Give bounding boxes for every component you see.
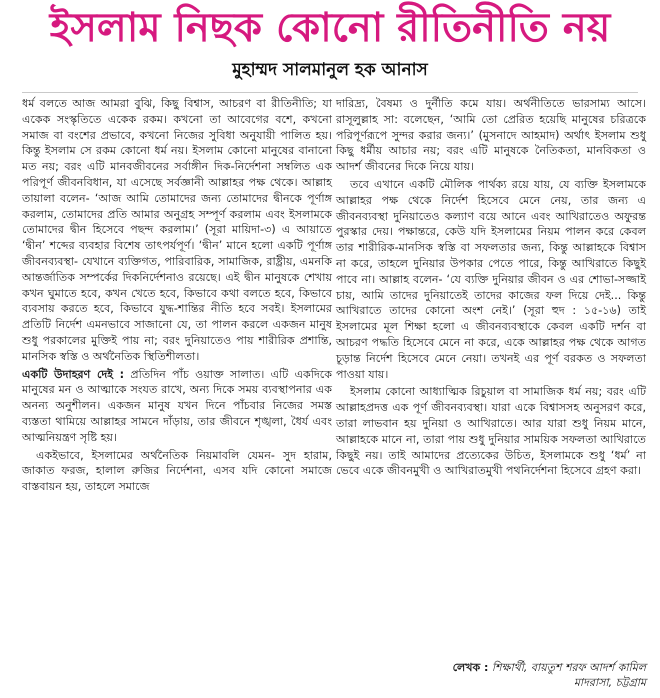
article-headline: ইসলাম নিছক কোনো রীতিনীতি নয় [49, 5, 611, 51]
example-label: একটি উদাহরণ দেই : [22, 367, 125, 381]
credit-line-1: শিক্ষার্থী, বায়তুশ শরফ আদর্শ কামিল [491, 661, 646, 674]
author-credit [336, 660, 646, 690]
paragraph: দারিদ্র্য, বৈষম্য ও দুর্নীতি কমে যায়। অর্থনীতিতে ভারসাম্য আসে। রাসূলুল্লাহ সা: বলেছেন, ‘আমি তো প্রেরিত হয়েছি মানুষের চরিত্রকে পরিপূর্ণরূপে সুন্দর করার জন্য।’ (মুসনাদে আহমাদ) অর্থাৎ ইসলাম শুধু কিছু ধর্মীয় আচার নয়; বরং এটি মানুষকে নৈতিকতা, মানবিকতা ও আদর্শ জীবনের দিকে নিয়ে যায়। [336, 97, 646, 174]
credit-line-2: মাদরাসা, চট্টগ্রাম [573, 676, 646, 689]
author-byline: মুহাম্মদ সালমানুল হক আনাস [232, 60, 428, 80]
paragraph: ইসলাম কোনো আধ্যাত্মিক রিচুয়াল বা সামাজিক ধর্ম নয়; বরং এটি আল্লাহপ্রদত্ত এক পূর্ণ জীবনব্যবস্থা। যারা একে বিশ্বাসসহ অনুসরণ করে, তারা লাভবান হয় দুনিয়া ও আখিরাতে। আর যারা শুধু নিয়ম মানে, আল্লাহকে মানে না, তারা পায় শুধু দুনিয়ার সাময়িক সফলতা আখিরাতে কিছুই নয়। তাই আমাদের প্রত্যেকের উচিত, ইসলামকে শুধু ‘ধর্ম’ না ভেবে একে জীবনমুখী ও আখিরাতমুখী পথনির্দেশনা হিসেবে গ্রহণ করা। [336, 385, 646, 478]
article-column-left [22, 96, 332, 497]
article-column-right [336, 96, 646, 481]
paragraph-example [22, 367, 332, 446]
paragraph: তবে এখানে একটি মৌলিক পার্থক্য রয়ে যায়, যে ব্যক্তি ইসলামকে আল্লাহর পক্ষ থেকে নির্দেশ হিসেবে মেনে নেয়, তার জন্য এ জীবনব্যবস্থা দুনিয়াতেও কল্যাণ বয়ে আনে এবং আখিরাতেও অফুরন্ত পুরস্কার দেয়। পক্ষান্তরে, কেউ যদি ইসলামের নিয়ম পালন করে কেবল তার শারীরিক-মানসিক স্বস্তি বা সফলতার জন্য, কিন্তু আল্লাহকে বিশ্বাস না করে, তাহলে দুনিয়ার উপকার পেতে পারে, কিন্তু আখিরাতে কিছুই পাবে না। আল্লাহ বলেন- ‘যে ব্যক্তি দুনিয়ার জীবন ও এর শোভা-সজ্জাই চায়, আমি তাদের দুনিয়াতেই তাদের কাজের ফল দিয়ে দেই... কিন্তু আখিরাতে তাদের কোনো অংশ নেই।’ (সূরা হুদ : ১৫-১৬) তাই ইসলামের মূল শিক্ষা হলো এ জীবনব্যবস্থাকে কেবল একটি দর্শন বা আচরণ পদ্ধতি হিসেবে মেনে না করে, একে আল্লাহর পক্ষ থেকে আগত চূড়ান্ত নির্দেশ হিসেবে মেনে নেয়া। তখনই এর পূর্ণ বরকত ও সফলতা পাওয়া যায়। [336, 177, 646, 381]
header-divider [22, 92, 638, 93]
paragraph: একইভাবে, ইসলামের অর্থনৈতিক নিয়মাবলি যেমন- সুদ হারাম, জাকাত ফরজ, হালাল রুজির নির্দেশনা, এসব যদি কোনো সমাজে বাস্তবায়ন হয়, তাহলে সমাজে [22, 448, 332, 494]
paragraph: ধর্ম বলতে আজ আমরা বুঝি, কিছু বিশ্বাস, আচরণ বা রীতিনীতি; যা একেক সংস্কৃতিতে একেক রকম। কখনো তা আবেগের বশে, কখনো সমাজ বা বংশের প্রভাবে, কখনো নিজের সুবিধা অনুযায়ী পালিত হয়। কিন্তু ইসলাম সে রকম কোনো ধর্ম নয়। ইসলাম কোনো মানুষের বানানো মত নয়; বরং এটি মানবজীবনের সর্বাঙ্গীন দিক-নির্দেশনা সম্বলিত এক পরিপূর্ণ জীবনবিধান, যা এসেছে সর্বজ্ঞানী আল্লাহর পক্ষ থেকে। আল্লাহ তায়ালা বলেন- ‘আজ আমি তোমাদের জন্য তোমাদের দ্বীনকে পূর্ণাঙ্গ করলাম, তোমাদের প্রতি আমার অনুগ্রহ সম্পূর্ণ করলাম এবং ইসলামকে তোমাদের দ্বীন হিসেবে পছন্দ করলাম।’ (সূরা মায়িদা-৩) এ আয়াতে ‘দ্বীন’ শব্দের ব্যবহার বিশেষ তাৎপর্যপূর্ণ। ‘দ্বীন’ মানে হলো একটি পূর্ণাঙ্গ জীবনব্যবস্থা- যেখানে ব্যক্তিগত, পারিবারিক, সামাজিক, রাষ্ট্রীয়, এমনকি আন্তর্জাতিক সম্পর্কের দিকনির্দেশনাও রয়েছে। এই দ্বীন মানুষকে শেখায় কখন ঘুমাতে হবে, কখন খেতে হবে, কিভাবে কথা বলতে হবে, কিভাবে ব্যবসায় করতে হবে, কিভাবে যুদ্ধ-শান্তির নীতি হবে সবই। ইসলামের প্রতিটি নির্দেশ এমনভাবে সাজানো যে, তা পালন করলে একজন মানুষ শুধু পরকালের মুক্তিই পায় না; বরং দুনিয়াতেও পায় শারীরিক প্রশান্তি, মানসিক স্বস্তি ও অর্থনৈতিক স্থিতিশীলতা। [22, 97, 332, 363]
example-text: প্রতিদিন পাঁচ ওয়াক্ত সালাত। এটি একদিকে মানুষের মন ও আত্মাকে সংযত রাখে, অন্য দিকে সময় ব্যবস্থাপনার এক অনন্য অনুশীলন। একজন মানুষ যখন দিনে পাঁচবার নিজের সমস্ত ব্যস্ততা থামিয়ে আল্লাহর সামনে দাঁড়ায়, তার জীবনে শৃঙ্খলা, ধৈর্য এবং আত্মনিয়ন্ত্রণ সৃষ্টি হয়। [22, 367, 332, 444]
credit-label: লেখক : [452, 661, 489, 674]
